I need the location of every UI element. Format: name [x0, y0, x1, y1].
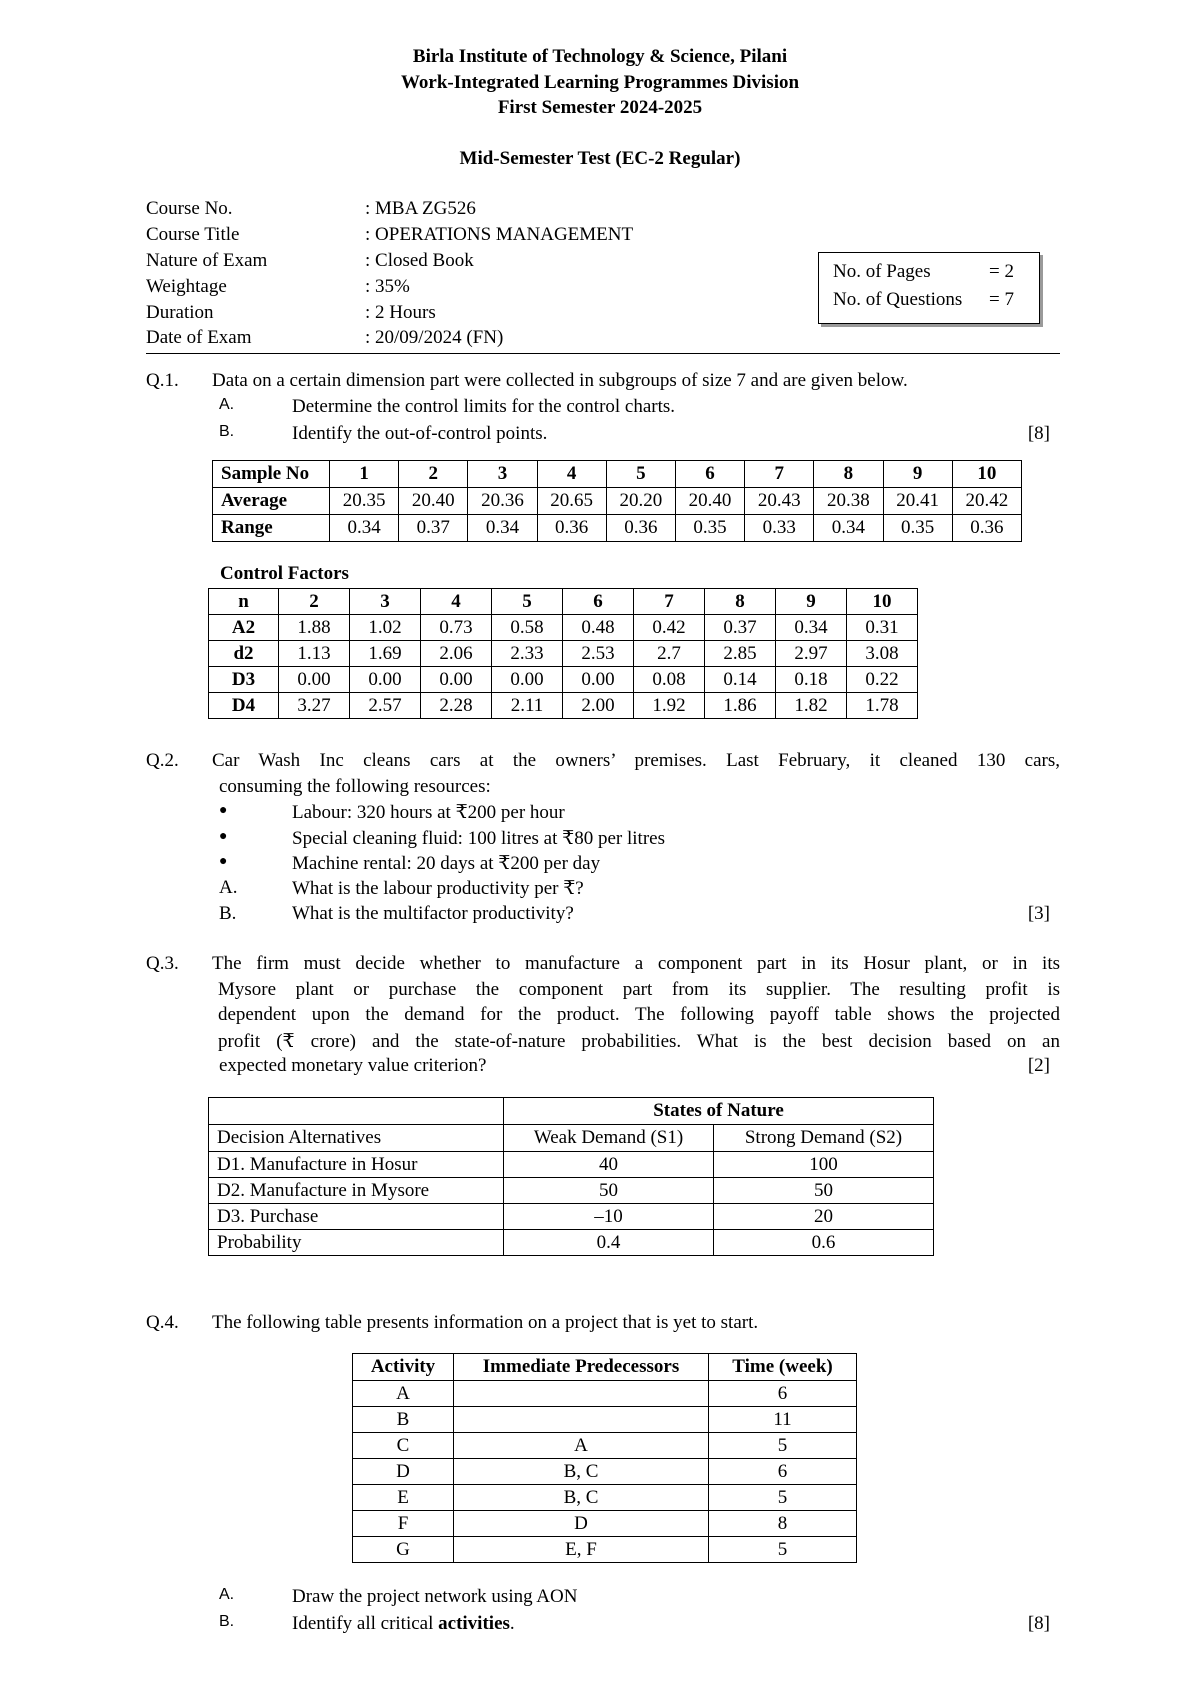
- table-cell: 2.57: [350, 693, 421, 719]
- table-row: [209, 1125, 934, 1152]
- meta-value: : 20/09/2024 (FN): [365, 327, 504, 348]
- q1-marks: [8]: [1027, 423, 1050, 444]
- table-cell: 0.36: [952, 515, 1021, 542]
- q3-line-1: The firm must decide whether to manufacture a component part in its Hosur plant, or in its: [212, 953, 1060, 974]
- table-cell: 20.20: [606, 488, 675, 515]
- table-header-cell: 3: [350, 589, 421, 615]
- table-cell: 0.58: [492, 615, 563, 641]
- table-row: [213, 488, 1022, 515]
- test-title: Mid-Semester Test (EC-2 Regular): [459, 148, 741, 169]
- table-cell: C: [353, 1433, 454, 1459]
- q2-b-text: What is the multifactor productivity?: [292, 903, 574, 924]
- table-row: [353, 1537, 857, 1563]
- control-factors-title: Control Factors: [220, 563, 349, 584]
- q1-number: Q.1.: [146, 370, 179, 391]
- table-row: [353, 1354, 857, 1381]
- meta-value: : OPERATIONS MANAGEMENT: [365, 224, 634, 245]
- table-row: [213, 461, 1022, 488]
- table-cell: 2.00: [563, 693, 634, 719]
- table-header-cell: 9: [883, 461, 952, 488]
- table-cell: 1.69: [350, 641, 421, 667]
- table-header-cell: 5: [492, 589, 563, 615]
- table-cell: 0.6: [714, 1230, 934, 1256]
- table-cell: 0.37: [399, 515, 468, 542]
- meta-value: : 2 Hours: [365, 302, 436, 323]
- table-header-cell: Immediate Predecessors: [454, 1354, 709, 1381]
- table-cell: 0.34: [330, 515, 399, 542]
- table-cell: 20.36: [468, 488, 537, 515]
- table-cell: 0.34: [468, 515, 537, 542]
- table-cell: 50: [504, 1178, 714, 1204]
- table-cell: 0.31: [847, 615, 918, 641]
- table-cell: 0.22: [847, 667, 918, 693]
- table-cell: 0.4: [504, 1230, 714, 1256]
- q2-bullet-2: Special cleaning fluid: 100 litres at ₹80 per litres: [292, 828, 665, 849]
- pages-label: No. of Pages: [833, 261, 931, 282]
- table-cell: 50: [714, 1178, 934, 1204]
- states-of-nature-header: States of Nature: [504, 1098, 934, 1125]
- table-row: [209, 615, 918, 641]
- q3-marks: [2]: [1027, 1055, 1050, 1076]
- division-name: Work-Integrated Learning Programmes Division: [400, 72, 800, 93]
- table-cell: A2: [209, 615, 279, 641]
- table-header-cell: 8: [814, 461, 883, 488]
- q4-a-text: Draw the project network using AON: [292, 1586, 578, 1607]
- q2-bullet-1: Labour: 320 hours at ₹200 per hour: [292, 802, 565, 823]
- q2-line-2: consuming the following resources:: [219, 776, 491, 797]
- table-cell: 0.00: [563, 667, 634, 693]
- project-activity-table: [352, 1353, 857, 1563]
- table-cell: 20.42: [952, 488, 1021, 515]
- table-cell: 0.33: [745, 515, 814, 542]
- table-row: [209, 1152, 934, 1178]
- table-cell: 0.18: [776, 667, 847, 693]
- table-cell: 1.82: [776, 693, 847, 719]
- table-row: [353, 1433, 857, 1459]
- table-cell: 2.11: [492, 693, 563, 719]
- table-cell: D: [454, 1511, 709, 1537]
- pages-value: = 2: [989, 261, 1014, 282]
- table-cell: 2.97: [776, 641, 847, 667]
- semester: First Semester 2024-2025: [497, 97, 703, 118]
- table-cell: D3: [209, 667, 279, 693]
- meta-label: Date of Exam: [146, 327, 252, 348]
- table-cell: 11: [709, 1407, 857, 1433]
- table-row: [353, 1485, 857, 1511]
- table-cell: 6: [709, 1381, 857, 1407]
- table-cell: 5: [709, 1485, 857, 1511]
- table-header-cell: [209, 1098, 504, 1125]
- q3-line-5: expected monetary value criterion?: [219, 1055, 487, 1076]
- header-divider: [146, 353, 1060, 354]
- table-header-cell: 3: [468, 461, 537, 488]
- table-header-cell: 7: [634, 589, 705, 615]
- meta-value: : 35%: [365, 276, 410, 297]
- questions-label: No. of Questions: [833, 289, 963, 310]
- table-cell: D3. Purchase: [209, 1204, 504, 1230]
- table-cell: 0.08: [634, 667, 705, 693]
- table-cell: 3.27: [279, 693, 350, 719]
- table-cell: 20.43: [745, 488, 814, 515]
- q3-number: Q.3.: [146, 953, 179, 974]
- q3-line-3: dependent upon the demand for the product. The following payoff table shows the projected: [218, 1004, 1060, 1025]
- q1-b-label: B.: [219, 423, 235, 440]
- table-cell: 0.42: [634, 615, 705, 641]
- table-cell: –10: [504, 1204, 714, 1230]
- meta-value: : MBA ZG526: [365, 198, 476, 219]
- q1-text: Data on a certain dimension part were collected in subgroups of size 7 and are given below.: [212, 370, 908, 391]
- table-header-cell: n: [209, 589, 279, 615]
- table-cell: 0.73: [421, 615, 492, 641]
- table-cell: 1.86: [705, 693, 776, 719]
- table-cell: 2.7: [634, 641, 705, 667]
- payoff-table: [208, 1097, 934, 1256]
- table-cell: F: [353, 1511, 454, 1537]
- meta-label: Weightage: [146, 276, 227, 297]
- table-cell: 0.36: [537, 515, 606, 542]
- table-row: [353, 1381, 857, 1407]
- table-cell: 0.35: [675, 515, 744, 542]
- q4-number: Q.4.: [146, 1312, 179, 1333]
- q3-line-2: Mysore plant or purchase the component part from its supplier. The resulting profit is: [218, 979, 1060, 1000]
- q4-b-text-part: Identify all critical: [292, 1613, 439, 1634]
- meta-value: : Closed Book: [365, 250, 474, 271]
- table-cell: A: [454, 1433, 709, 1459]
- q2-marks: [3]: [1027, 903, 1050, 924]
- table-header-cell: 5: [606, 461, 675, 488]
- table-cell: G: [353, 1537, 454, 1563]
- table-header-cell: 2: [399, 461, 468, 488]
- table-cell: 0.35: [883, 515, 952, 542]
- table-cell: E, F: [454, 1537, 709, 1563]
- table-cell: B: [353, 1407, 454, 1433]
- table-cell: D4: [209, 693, 279, 719]
- table-cell: 20.35: [330, 488, 399, 515]
- table-row: [209, 1204, 934, 1230]
- table-cell: 0.00: [421, 667, 492, 693]
- institute-name: Birla Institute of Technology & Science, Pilani: [412, 46, 788, 67]
- table-header-cell: Strong Demand (S2): [714, 1125, 934, 1152]
- table-cell: 1.02: [350, 615, 421, 641]
- q2-bullet-3: Machine rental: 20 days at ₹200 per day: [292, 853, 601, 874]
- table-cell: 1.78: [847, 693, 918, 719]
- q4-marks: [8]: [1027, 1613, 1050, 1634]
- q1-a-label: A.: [219, 396, 235, 413]
- table-cell: 5: [709, 1433, 857, 1459]
- table-header-cell: 10: [847, 589, 918, 615]
- table-header-cell: 9: [776, 589, 847, 615]
- table-row: [213, 515, 1022, 542]
- bullet-icon: ●: [219, 854, 228, 869]
- table-row: [353, 1511, 857, 1537]
- table-row: [209, 1230, 934, 1256]
- table-cell: B, C: [454, 1485, 709, 1511]
- table-cell: [454, 1381, 709, 1407]
- table-cell: 5: [709, 1537, 857, 1563]
- table-header-cell: Decision Alternatives: [209, 1125, 504, 1152]
- table-row: [209, 1098, 934, 1125]
- table-header-cell: 8: [705, 589, 776, 615]
- table-row: [209, 589, 918, 615]
- q2-number: Q.2.: [146, 750, 179, 771]
- table-cell: 0.36: [606, 515, 675, 542]
- table-cell: 0.34: [814, 515, 883, 542]
- table-header-cell: 6: [675, 461, 744, 488]
- table-header-cell: 6: [563, 589, 634, 615]
- table-header-cell: 4: [537, 461, 606, 488]
- table-cell: 20.38: [814, 488, 883, 515]
- meta-label: Duration: [146, 302, 214, 323]
- table-header-cell: Sample No: [213, 461, 330, 488]
- table-row: [209, 693, 918, 719]
- table-header-cell: Time (week): [709, 1354, 857, 1381]
- table-cell: 2.85: [705, 641, 776, 667]
- sample-data-table: [212, 460, 1022, 542]
- table-cell: 0.00: [492, 667, 563, 693]
- meta-label: Course Title: [146, 224, 240, 245]
- table-cell: D1. Manufacture in Hosur: [209, 1152, 504, 1178]
- table-header-cell: Activity: [353, 1354, 454, 1381]
- table-cell: 8: [709, 1511, 857, 1537]
- table-cell: 2.28: [421, 693, 492, 719]
- table-cell: 3.08: [847, 641, 918, 667]
- q4-b-text: [292, 1613, 515, 1635]
- table-cell: Range: [213, 515, 330, 542]
- q1-b-text: Identify the out-of-control points.: [292, 423, 548, 444]
- table-cell: 0.00: [279, 667, 350, 693]
- table-cell: 0.37: [705, 615, 776, 641]
- q1-a-text: Determine the control limits for the control charts.: [292, 396, 676, 417]
- table-cell: 6: [709, 1459, 857, 1485]
- table-cell: [454, 1407, 709, 1433]
- table-cell: E: [353, 1485, 454, 1511]
- q4-a-label: A.: [219, 1586, 235, 1603]
- table-cell: 20.40: [399, 488, 468, 515]
- table-cell: 20.65: [537, 488, 606, 515]
- table-cell: D: [353, 1459, 454, 1485]
- table-header-cell: 4: [421, 589, 492, 615]
- table-cell: 100: [714, 1152, 934, 1178]
- table-cell: 2.06: [421, 641, 492, 667]
- table-header-cell: 7: [745, 461, 814, 488]
- table-cell: 20.41: [883, 488, 952, 515]
- table-header-cell: 2: [279, 589, 350, 615]
- table-cell: D2. Manufacture in Mysore: [209, 1178, 504, 1204]
- table-row: [209, 1178, 934, 1204]
- questions-value: = 7: [989, 289, 1014, 310]
- table-row: [353, 1459, 857, 1485]
- table-row: [209, 667, 918, 693]
- q2-a-label: A.: [219, 877, 238, 898]
- table-cell: 0.48: [563, 615, 634, 641]
- table-cell: 2.33: [492, 641, 563, 667]
- table-cell: 0.00: [350, 667, 421, 693]
- table-header-cell: Weak Demand (S1): [504, 1125, 714, 1152]
- bullet-icon: ●: [219, 803, 228, 818]
- table-cell: 20.40: [675, 488, 744, 515]
- table-cell: B, C: [454, 1459, 709, 1485]
- table-cell: 0.34: [776, 615, 847, 641]
- table-cell: A: [353, 1381, 454, 1407]
- q4-text: The following table presents information on a project that is yet to start.: [212, 1312, 759, 1333]
- meta-label: Nature of Exam: [146, 250, 268, 271]
- table-cell: 1.88: [279, 615, 350, 641]
- q2-a-text: What is the labour productivity per ₹?: [292, 878, 584, 899]
- bullet-icon: ●: [219, 829, 228, 844]
- pages-info-box: [818, 252, 1040, 324]
- table-cell: 20: [714, 1204, 934, 1230]
- q4-b-label: B.: [219, 1613, 235, 1630]
- table-row: [353, 1407, 857, 1433]
- q4-b-text-bold: activities: [438, 1613, 510, 1634]
- table-row: [209, 641, 918, 667]
- table-cell: 40: [504, 1152, 714, 1178]
- table-cell: 0.14: [705, 667, 776, 693]
- table-header-cell: 10: [952, 461, 1021, 488]
- table-cell: Average: [213, 488, 330, 515]
- table-cell: 1.13: [279, 641, 350, 667]
- q4-b-text-end: .: [509, 1613, 515, 1634]
- table-header-cell: 1: [330, 461, 399, 488]
- table-cell: d2: [209, 641, 279, 667]
- q2-line-1: Car Wash Inc cleans cars at the owners’ premises. Last February, it cleaned 130 cars,: [212, 750, 1060, 771]
- meta-label: Course No.: [146, 198, 233, 219]
- q2-b-label: B.: [219, 903, 237, 924]
- control-factors-table: [208, 588, 918, 719]
- table-cell: 1.92: [634, 693, 705, 719]
- table-cell: 2.53: [563, 641, 634, 667]
- table-cell: Probability: [209, 1230, 504, 1256]
- q3-line-4: profit (₹ crore) and the state-of-nature probabilities. What is the best decision based on an: [218, 1031, 1060, 1052]
